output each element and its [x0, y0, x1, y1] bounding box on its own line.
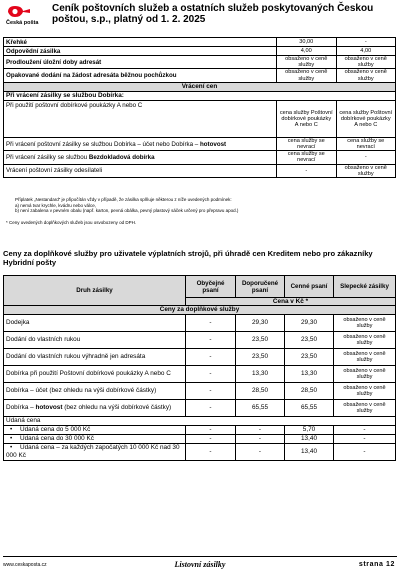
cell-value: obsaženo v ceně služby	[336, 69, 396, 82]
cell-value: obsaženo v ceně služby	[334, 331, 396, 348]
row-label: Opakované dodání na žádost adresáta běžnou pochůzkou	[4, 69, 277, 82]
row-label: Dobírka při použití Poštovní dobírkové poukázky A nebo C	[4, 365, 186, 382]
label-bold: Bezdokladová dobírka	[88, 153, 155, 161]
cell-value: 13,30	[285, 365, 334, 382]
table-row	[4, 164, 396, 177]
col-header-doporucene: Doporučené psaní	[236, 276, 285, 298]
footer-divider	[3, 556, 397, 557]
table-row	[4, 443, 396, 460]
row-label	[4, 399, 186, 416]
cell-value: -	[334, 425, 396, 434]
label-text: Dobírka –	[6, 404, 36, 412]
row-label: Dodání do vlastních rukou	[4, 331, 186, 348]
row-label: Prodloužení úložní doby adresát	[4, 56, 277, 69]
cell-value: -	[334, 434, 396, 443]
posthorn-icon	[6, 3, 32, 19]
cell-value: obsaženo v ceně služby	[277, 69, 337, 82]
cell-value: obsaženo v ceně služby	[336, 164, 396, 177]
group-header: Ceny za doplňkové služby	[4, 306, 396, 314]
cell-value: 28,50	[285, 382, 334, 399]
row-label: • Udaná cena do 5 000 Kč	[4, 425, 186, 434]
cell-value: cena služby Poštovní dobírkové poukázky A nebo C	[336, 100, 396, 137]
group-header-row	[4, 306, 396, 314]
row-label: Dodejka	[4, 314, 186, 331]
vraceni-cen-header: Vrácení cen	[4, 82, 396, 91]
cell-value: 29,30	[236, 314, 285, 331]
label-bold: hotovost	[35, 404, 63, 412]
cell-value: -	[186, 314, 236, 331]
cell-value: 23,50	[236, 348, 285, 365]
cell-value: 13,40	[285, 443, 334, 460]
row-label: Dodání do vlastních rukou výhradně jen adresáta	[4, 348, 186, 365]
row-label: Dobírka – účet (bez ohledu na výši dobírkové částky)	[4, 382, 186, 399]
section-header-row	[4, 82, 396, 91]
row-label	[4, 137, 277, 150]
table-row	[4, 382, 396, 399]
cell-value: obsaženo v ceně služby	[334, 314, 396, 331]
cell-value: -	[186, 434, 236, 443]
cell-value: 23,50	[285, 348, 334, 365]
cell-value: obsaženo v ceně služby	[334, 348, 396, 365]
label-text: Při vrácení zásilky se službou	[6, 153, 89, 161]
cell-value: -	[236, 443, 285, 460]
footer-website-link[interactable]: www.ceskaposta.cz	[3, 562, 47, 568]
cell-value: -	[186, 348, 236, 365]
table-row	[4, 399, 396, 416]
cena-header: Cena v Kč *	[186, 298, 396, 306]
footnotes	[3, 197, 395, 225]
table-row	[4, 348, 396, 365]
footnote-nestandard: Příplatek „Nestandard“ je připočítán vždy v případě, že zásilka splňuje některou z níže uvedených podmínek:	[15, 197, 232, 202]
row-label: • Udaná cena – za každých započatých 10 000 Kč nad 30 000 Kč	[4, 443, 186, 460]
footnote-a-text: a) nemá tvar krychle, kvádru nebo válce,	[15, 202, 97, 208]
cell-value: cena služby se nevrací	[336, 137, 396, 150]
cell-value: 65,55	[285, 399, 334, 416]
cell-value: 65,55	[236, 399, 285, 416]
price-table-additional-services	[3, 275, 396, 461]
table-header-row	[4, 276, 396, 298]
table-row	[4, 314, 396, 331]
page-footer	[3, 561, 397, 570]
table-row	[4, 56, 396, 69]
row-label	[4, 151, 277, 164]
cell-value: -	[186, 443, 236, 460]
udana-cena-label: Udaná cena	[4, 416, 396, 425]
cell-value: -	[336, 38, 396, 47]
row-label: Při použití poštovní dobírkové poukázky A nebo C	[4, 100, 277, 137]
price-table-surcharges	[3, 37, 396, 178]
cell-value: -	[277, 164, 337, 177]
cell-value: 13,30	[236, 365, 285, 382]
cell-value: 23,50	[236, 331, 285, 348]
ceska-posta-logo	[6, 3, 46, 26]
label-bold: hotovost	[199, 140, 227, 148]
table-row	[4, 434, 396, 443]
row-label: Vrácení poštovní zásilky odesílateli	[4, 164, 277, 177]
footer-page-number: strana 12	[358, 561, 395, 568]
cell-value: obsaženo v ceně služby	[336, 56, 396, 69]
cell-value: -	[186, 365, 236, 382]
cell-value: -	[336, 151, 396, 164]
table-row	[4, 47, 396, 56]
dobirka-section-label: Při vrácení zásilky se službou Dobírka:	[4, 91, 396, 100]
cell-value: 29,30	[285, 314, 334, 331]
col-header-druh: Druh zásilky	[4, 276, 186, 306]
cell-value: 23,50	[285, 331, 334, 348]
section-title: Ceny za doplňkové služby pro uživatele výplatních strojů, při úhradě cen Kreditem nebo pro zákazníky Hybridní pošty	[3, 249, 373, 267]
col-header-obycejne: Obyčejné psaní	[186, 276, 236, 298]
row-label: Odpovědní zásilka	[4, 47, 277, 56]
cell-value: 4,00	[277, 47, 337, 56]
cell-value: cena služby Poštovní dobírkové poukázky A nebo C	[277, 100, 337, 137]
label-text: Při vrácení poštovní zásilky se službou Dobírka – účet nebo Dobírka –	[6, 140, 200, 148]
section-row	[4, 91, 396, 100]
cell-value: 28,50	[236, 382, 285, 399]
table-row	[4, 38, 396, 47]
cell-value: obsaženo v ceně služby	[334, 382, 396, 399]
footer-section-name: Listovní zásilky	[174, 560, 226, 569]
cell-value: -	[186, 399, 236, 416]
table-row	[4, 425, 396, 434]
table-row	[4, 69, 396, 82]
table-row	[4, 100, 396, 137]
table-row	[4, 365, 396, 382]
table-row	[4, 151, 396, 164]
footnote-vat: * Ceny uvedených doplňkových služeb jsou osvobozeny od DPH.	[6, 219, 137, 225]
cell-value: -	[236, 425, 285, 434]
page-title: Ceník poštovních služeb a ostatních služeb poskytovaných Českou poštou, s.p., platný od 1. 2. 2025	[52, 3, 374, 25]
cell-value: obsaženo v ceně služby	[334, 365, 396, 382]
footnote-b: b) není zabalena v pevném obalu (např. karton, pevná obálka, pevný plastový sáček určený pro přepravu apod.)	[15, 208, 239, 214]
cell-value: -	[186, 331, 236, 348]
cell-value: -	[186, 425, 236, 434]
label-text: (bez ohledu na výši dobírkové částky)	[62, 404, 172, 412]
cell-value: cena služby se nevrací	[277, 151, 337, 164]
cell-value: obsaženo v ceně služby	[277, 56, 337, 69]
group-row	[4, 416, 396, 425]
cell-value: cena služby se nevrací	[277, 137, 337, 150]
cell-value: 5,70	[285, 425, 334, 434]
cell-value: -	[186, 382, 236, 399]
row-label: Křehké	[4, 38, 277, 47]
cell-value: obsaženo v ceně služby	[334, 399, 396, 416]
row-label: • Udaná cena do 30 000 Kč	[4, 434, 186, 443]
table-row	[4, 331, 396, 348]
col-header-cenne: Cenné psaní	[285, 276, 334, 298]
cell-value: -	[236, 434, 285, 443]
cell-value: -	[334, 443, 396, 460]
cell-value: 4,00	[336, 47, 396, 56]
col-header-slepecke: Slepecké zásilky	[334, 276, 396, 298]
logo-text: Česká pošta	[6, 20, 39, 26]
cell-value: 13,40	[285, 434, 334, 443]
table-row	[4, 137, 396, 150]
cell-value: 30,00	[277, 38, 337, 47]
footnote-a	[3, 203, 395, 209]
